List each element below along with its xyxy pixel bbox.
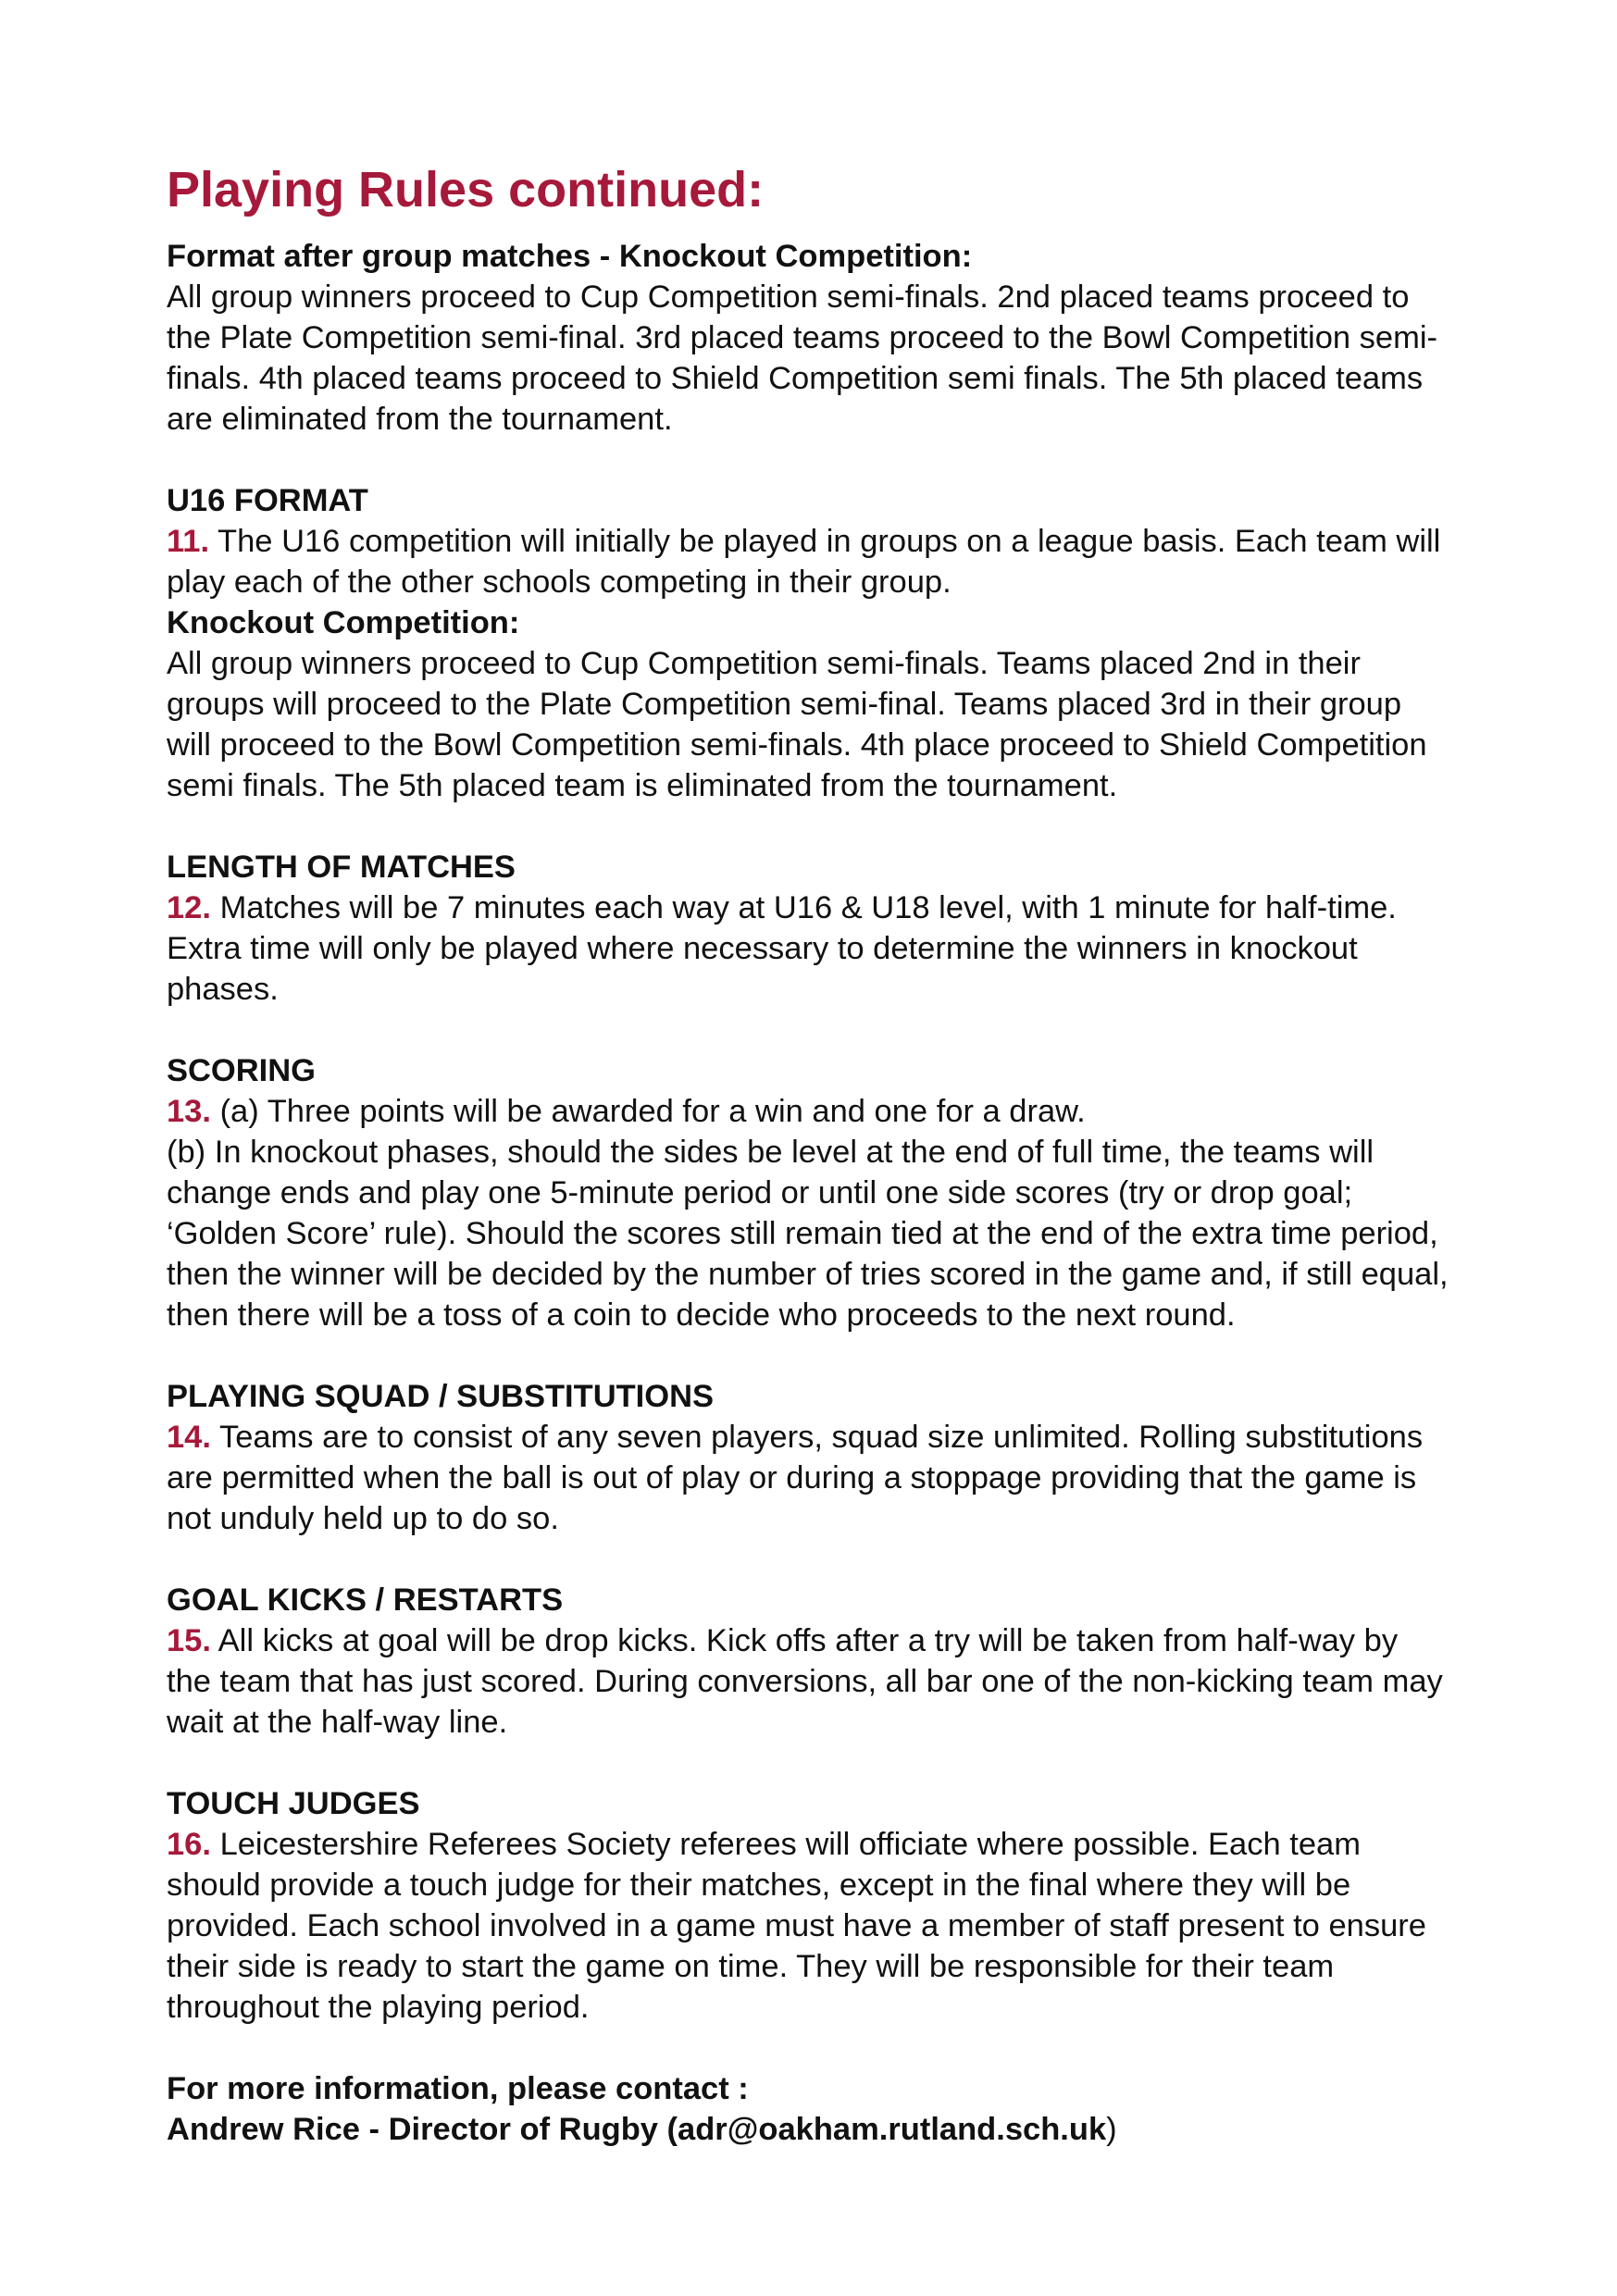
rule-number: 14.	[167, 1420, 211, 1455]
touch-heading: TOUCH JUDGES	[167, 1786, 420, 1821]
kicks-paragraph	[167, 1620, 1450, 1743]
knockout-text: All group winners proceed to Cup Competition semi-finals. Teams placed 2nd in their groups will proceed to the Plate Competition semi-final. Teams placed 3rd in their group will proceed to the Bowl Competition semi-finals. 4th place proceed to Shield Competition semi finals. The 5th placed team is eliminated from the tournament.	[167, 646, 1427, 803]
contact-section	[167, 2068, 1450, 2150]
u16-text: The U16 competition will initially be played in groups on a league basis. Each team will play each of the other schools competing in their group.	[167, 524, 1441, 600]
rule-number: 11.	[167, 524, 210, 559]
touch-paragraph	[167, 1824, 1450, 2028]
scoring-heading: SCORING	[167, 1053, 317, 1088]
length-text: Matches will be 7 minutes each way at U16 & U18 level, with 1 minute for half-time. Extra time will only be played where necessary to determine the winners in knockout phases.	[167, 890, 1397, 1007]
format-section	[167, 236, 1450, 440]
scoring-text-b: (b) In knockout phases, should the sides be level at the end of full time, the teams will change ends and play one 5-minute period or until one side scores (try or drop goal; ‘Golden Score’ rule). Should the scores still remain tied at the end of the extra time period, then the winner will be decided by the number of tries scored in the game and, if still equal, then there will be a toss of a coin to decide who proceeds to the next round.	[167, 1135, 1449, 1333]
page-title: Playing Rules continued:	[167, 162, 765, 217]
contact-prompt: For more information, please contact :	[167, 2071, 749, 2106]
squad-text: Teams are to consist of any seven players, squad size unlimited. Rolling substitutions are permitted when the ball is out of play or during a stoppage providing that the game is not unduly held up to do so.	[167, 1420, 1424, 1536]
kicks-heading: GOAL KICKS / RESTARTS	[167, 1582, 564, 1618]
length-paragraph	[167, 887, 1450, 1010]
u16-paragraph	[167, 521, 1450, 602]
contact-details	[167, 2109, 1450, 2150]
format-text: All group winners proceed to Cup Competition semi-finals. 2nd placed teams proceed to the Plate Competition semi-final. 3rd placed teams proceed to the Bowl Competition semi-finals. 4th placed teams proceed to Shield Competition semi finals. The 5th placed teams are eliminated from the tournament.	[167, 279, 1437, 437]
squad-paragraph	[167, 1417, 1450, 1539]
contact-closing: )	[1106, 2112, 1117, 2147]
contact-name-email: Andrew Rice - Director of Rugby (adr@oakham.rutland.sch.uk	[167, 2112, 1107, 2147]
rule-number: 15.	[167, 1623, 211, 1658]
rule-number: 13.	[167, 1094, 211, 1129]
length-heading: LENGTH OF MATCHES	[167, 850, 516, 885]
rule-number: 16.	[167, 1827, 211, 1862]
kicks-section	[167, 1580, 1450, 1743]
scoring-text-a: (a) Three points will be awarded for a win and one for a draw.	[219, 1094, 1086, 1129]
format-heading: Format after group matches - Knockout Competition:	[167, 239, 973, 274]
kicks-text: All kicks at goal will be drop kicks. Kick offs after a try will be taken from half-way by the team that has just scored. During conversions, all bar one of the non-kicking team may wait at the half-way line.	[167, 1623, 1443, 1740]
length-section	[167, 847, 1450, 1010]
u16-section	[167, 480, 1450, 806]
touch-text: Leicestershire Referees Society referees will officiate where possible. Each team should provide a touch judge for their matches, except in the final where they will be provided. Each school involved in a game must have a member of staff present to ensure their side is ready to start the game on time. They will be responsible for their team throughout the playing period.	[167, 1827, 1426, 2025]
scoring-section	[167, 1050, 1450, 1335]
squad-section	[167, 1376, 1450, 1539]
scoring-paragraph-a	[167, 1091, 1450, 1132]
squad-heading: PLAYING SQUAD / SUBSTITUTIONS	[167, 1379, 715, 1414]
rule-number: 12.	[167, 890, 211, 925]
touch-section	[167, 1783, 1450, 2028]
knockout-subheading: Knockout Competition:	[167, 605, 520, 640]
u16-heading: U16 FORMAT	[167, 483, 368, 518]
